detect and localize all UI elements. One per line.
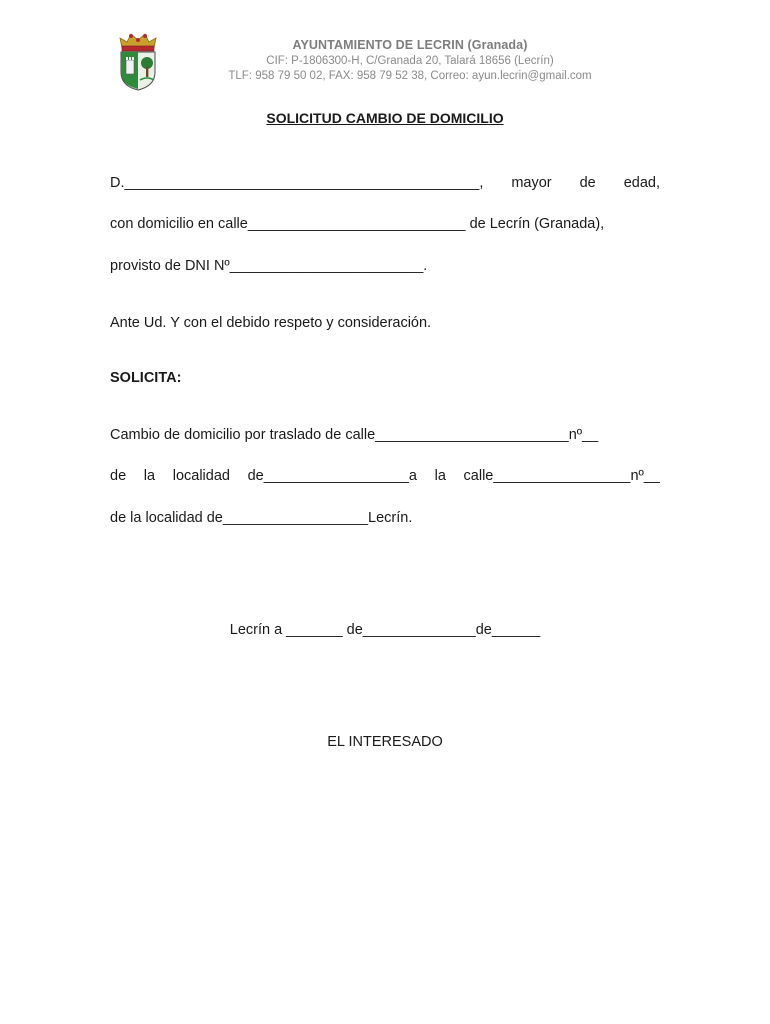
date-line: Lecrín a _______ de______________de______ (229, 622, 541, 638)
solicita-heading: SOLICITA: (110, 370, 182, 386)
word: de (110, 468, 127, 484)
document-title: SOLICITUD CAMBIO DE DOMICILIO (266, 110, 504, 126)
word: edad, (623, 175, 660, 191)
word: la (434, 468, 446, 484)
word: de (579, 175, 596, 191)
letterhead (160, 38, 660, 82)
word: mayor (511, 175, 552, 191)
respect-line: Ante Ud. Y con el debido respeto y consideración. (110, 315, 432, 331)
town-hall-address: CIF: P-1806300-H, C/Granada 20, Talará 18656 (Lecrín) (266, 55, 554, 67)
town-hall-name: AYUNTAMIENTO DE LECRIN (Granada) (292, 38, 528, 52)
word: localidad (172, 468, 230, 484)
change-from-street-line: Cambio de domicilio por traslado de calle________________________nº__ (110, 427, 599, 443)
signature-label: EL INTERESADO (327, 734, 443, 750)
word: la (143, 468, 156, 484)
locality-line: de la localidad de__________________Lecrín. (110, 510, 413, 526)
address-line: con domicilio en calle___________________________ de Lecrín (Granada), (110, 216, 605, 232)
dni-line: provisto de DNI Nº________________________. (110, 258, 428, 274)
town-hall-contact: TLF: 958 79 50 02, FAX: 958 79 52 38, Correo: ayun.lecrin@gmail.com (228, 70, 592, 82)
locality-to-street-line (110, 468, 660, 484)
municipal-coat-of-arms-icon (116, 30, 160, 92)
word: calle_________________nº__ (463, 468, 660, 484)
applicant-name-line (110, 175, 660, 191)
word: de__________________a (247, 468, 417, 484)
applicant-name-blank: D.____________________________________________, (110, 175, 484, 191)
